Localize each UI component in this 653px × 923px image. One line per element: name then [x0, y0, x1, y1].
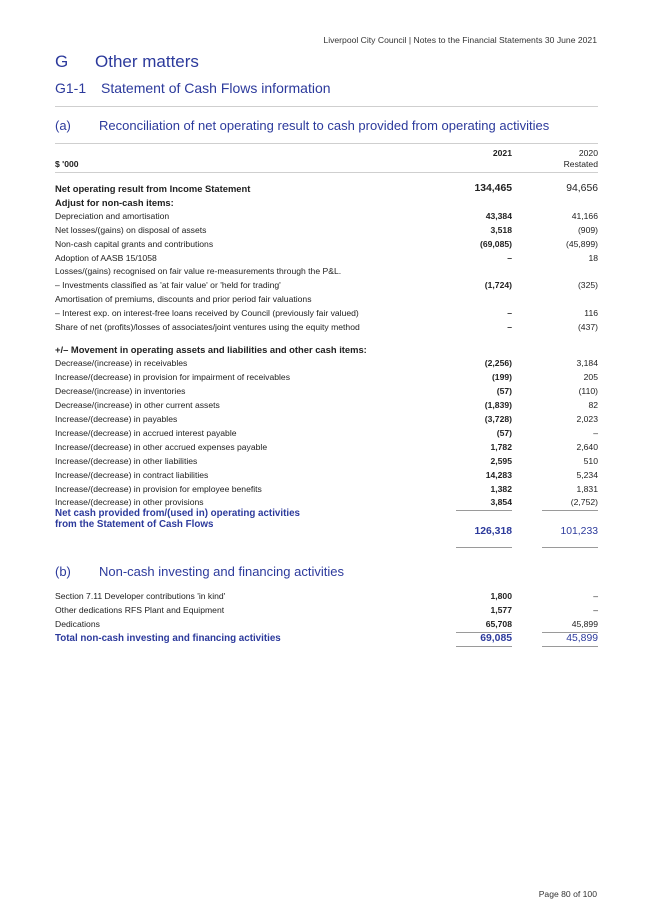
value-2021: (1,839): [484, 400, 512, 410]
value-2021: (199): [491, 372, 512, 382]
divider: [55, 143, 598, 144]
total-row: [55, 508, 598, 537]
column-2020: [564, 148, 598, 170]
value-2020: 5,234: [576, 470, 598, 480]
part-b-title: Non-cash investing and financing activities: [99, 564, 344, 579]
value-2020: 205: [583, 372, 598, 382]
total-label: Total non-cash investing and financing activities: [55, 633, 281, 644]
section-heading: [55, 52, 199, 72]
section-title: Other matters: [95, 52, 199, 71]
value-2021: (57): [496, 386, 512, 396]
row-label: Decrease/(increase) in other current assets: [55, 400, 220, 410]
value-2021: (3,728): [484, 414, 512, 424]
subsection-heading: [55, 80, 331, 96]
row-label: Dedications: [55, 619, 100, 629]
row-label: Amortisation of premiums, discounts and prior period fair valuations: [55, 294, 312, 304]
value-2020: 94,656: [566, 183, 598, 194]
row-label: Increase/(decrease) in other liabilities: [55, 456, 198, 466]
part-a-heading: [55, 118, 549, 133]
value-2021: 14,283: [485, 470, 512, 480]
total-rule: [456, 646, 512, 647]
total-rule: [542, 646, 598, 647]
row-label: Increase/(decrease) in other provisions: [55, 497, 204, 507]
page-number: Page 80 of 100: [538, 889, 597, 899]
total-label: Net cash provided from/(used in) operating activities: [55, 508, 300, 519]
column-2020-year: 2020: [578, 148, 598, 158]
row-label: Increase/(decrease) in other accrued expenses payable: [55, 442, 268, 452]
value-2020: (45,899): [565, 239, 598, 249]
value-2020: 3,184: [576, 358, 598, 368]
row-label: Net operating result from Income Statement: [55, 183, 251, 194]
value-2021: (1,724): [484, 280, 512, 290]
value-2021: 134,465: [474, 183, 512, 194]
value-2021: (57): [496, 428, 512, 438]
value-2021: 3,518: [490, 225, 512, 235]
value-2020: –: [593, 605, 598, 615]
value-2020: (2,752): [570, 497, 598, 507]
value-2020: 116: [584, 308, 598, 318]
total-2020: 101,233: [560, 526, 598, 537]
value-2020: 18: [588, 253, 598, 263]
value-2020: 41,166: [571, 211, 598, 221]
value-2021: 3,854: [490, 497, 512, 507]
row-label: Increase/(decrease) in provision for employee benefits: [55, 484, 262, 494]
value-2020: 45,899: [571, 619, 598, 629]
row-label: Adoption of AASB 15/1058: [55, 253, 157, 263]
row-label: Net losses/(gains) on disposal of assets: [55, 225, 207, 235]
row-label: Depreciation and amortisation: [55, 211, 170, 221]
row-label: Decrease/(increase) in inventories: [55, 386, 186, 396]
page-header: Liverpool City Council | Notes to the Financial Statements 30 June 2021: [323, 35, 597, 45]
row-label: Non-cash capital grants and contributions: [55, 239, 214, 249]
row-label: Other dedications RFS Plant and Equipment: [55, 605, 225, 615]
row-label: Increase/(decrease) in contract liabilities: [55, 470, 209, 480]
value-2020: (909): [577, 225, 598, 235]
total-2021: 126,318: [474, 526, 512, 537]
value-2021: 1,800: [490, 591, 512, 601]
value-2021: 2,595: [490, 456, 512, 466]
row-label: Decrease/(increase) in receivables: [55, 358, 188, 368]
row-label: Increase/(decrease) in accrued interest payable: [55, 428, 237, 438]
value-2020: –: [593, 591, 598, 601]
value-2020: (325): [577, 280, 598, 290]
value-2021: –: [507, 308, 512, 318]
column-2020-note: Restated: [563, 159, 598, 169]
value-2020: 510: [583, 456, 598, 466]
part-b-label: (b): [55, 564, 71, 579]
row-label: – Investments classified as 'at fair value' or 'held for trading': [55, 280, 281, 290]
value-2021: 1,577: [490, 605, 512, 615]
part-b-heading: [55, 564, 344, 579]
total-2020: 45,899: [566, 633, 598, 644]
row-label: +/– Movement in operating assets and liabilities and other cash items:: [55, 344, 367, 355]
subsection-title: Statement of Cash Flows information: [101, 80, 331, 96]
value-2020: 82: [588, 400, 598, 410]
divider: [55, 172, 598, 173]
value-2020: 2,023: [576, 414, 598, 424]
part-a-title: Reconciliation of net operating result to cash provided from operating activities: [99, 118, 550, 133]
total-rule: [542, 547, 598, 548]
row-label: Losses/(gains) recognised on fair value re-measurements through the P&L.: [55, 266, 342, 276]
unit-label: $ '000: [55, 159, 79, 169]
row-label: Share of net (profits)/losses of associates/joint ventures using the equity method: [55, 322, 360, 332]
row-label: Increase/(decrease) in payables: [55, 414, 178, 424]
value-2021: –: [507, 322, 512, 332]
total-label: from the Statement of Cash Flows: [55, 519, 214, 530]
column-header: [55, 148, 598, 170]
row-label: Increase/(decrease) in provision for impairment of receivables: [55, 372, 290, 382]
value-2021: (2,256): [484, 358, 512, 368]
value-2020: (437): [577, 322, 598, 332]
value-2020: (110): [578, 386, 598, 396]
part-a-label: (a): [55, 118, 71, 133]
column-2021: 2021: [492, 148, 512, 158]
value-2021: (69,085): [479, 239, 512, 249]
value-2021: 43,384: [485, 211, 512, 221]
total-rule: [456, 547, 512, 548]
value-2020: 1,831: [576, 484, 598, 494]
row-label: Section 7.11 Developer contributions 'in kind': [55, 591, 226, 601]
row-label: Adjust for non-cash items:: [55, 197, 174, 208]
value-2021: –: [507, 253, 512, 263]
value-2020: 2,640: [576, 442, 598, 452]
subsection-number: G1-1: [55, 80, 87, 96]
value-2020: –: [593, 428, 598, 438]
total-2021: 69,085: [480, 633, 512, 644]
divider: [55, 106, 598, 107]
value-2021: 1,382: [490, 484, 512, 494]
value-2021: 65,708: [485, 619, 512, 629]
section-letter: G: [55, 52, 69, 71]
value-2021: 1,782: [490, 442, 512, 452]
row-label: – Interest exp. on interest-free loans received by Council (previously fair valued): [55, 308, 359, 318]
